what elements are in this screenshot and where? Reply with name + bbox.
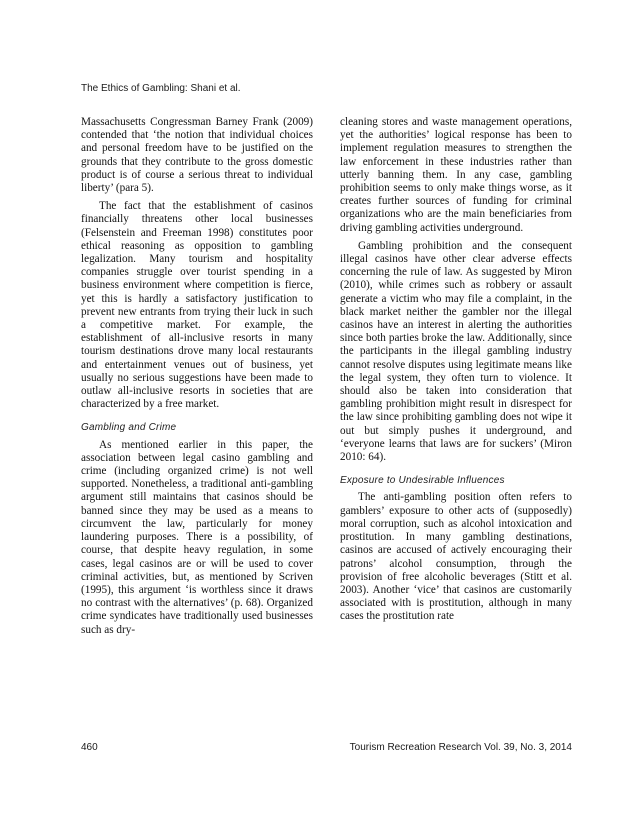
paragraph: The fact that the establishment of casinos financially threatens other local businesses (Felsenstein and Freeman 1998) constitutes poor ethical reasoning as opposition to gambling legalization. Many tourism and hospitality companies struggle over tourist spending in a business environment where competition is fierce, yet this is hardly a satisfactory justification to prevent new entrants from trying their luck in such a competitive market. For example, the establishment of all-inclusive resorts in many tourism destinations drove many local restaurants and entertainment venues out of business, yet usually no serious suggestions have been made to outlaw all-inclusive resorts in societies that are characterized by a free market. — [81, 200, 313, 411]
paragraph: Massachusetts Congressman Barney Frank (2009) contended that ‘the notion that individual choices and personal freedom have to be justified on the grounds that they contribute to the gross domestic product is of course a serious threat to individual liberty’ (para 5). — [81, 116, 313, 195]
paragraph: Gambling prohibition and the consequent illegal casinos have other clear adverse effects concerning the rule of law. As suggested by Miron (2010), while crimes such as robbery or assault generate a victim who may file a complaint, in the black market neither the gambler nor the illegal casinos have an interest in alerting the authorities since both parties broke the law. Additionally, since the participants in the illegal gambling industry cannot resolve disputes using legitimate means like the legal system, they often turn to violence. It should also be taken into consideration that gambling prohibition might result in disrespect for the law since prohibiting gambling does not wipe it out but simply pushes it underground, and ‘everyone learns that laws are for suckers’ (Miron 2010: 64). — [340, 239, 572, 464]
section-heading: Gambling and Crime — [81, 422, 177, 434]
paragraph: cleaning stores and waste management operations, yet the authorities’ logical response has been to implement regulation measures to strengthen the law enforcement in these industries rather than utterly banning them. In any case, gambling prohibition seems to only make things worse, as it creates further sources of funding for criminal organizations who are the main beneficiaries from driving gambling activities underground. — [340, 116, 572, 234]
paragraph: The anti-gambling position often refers to gamblers’ exposure to other acts of (supposedly) moral corruption, such as alcohol intoxication and prostitution. In many gambling destinations, casinos are accused of actively encouraging their patrons’ alcohol consumption, through the provision of free alcoholic beverages (Stitt et al. 2003). Another ‘vice’ that casinos are customarily associated with is prostitution, although in many cases the prostitution rate — [340, 491, 572, 623]
page-number: 460 — [81, 742, 98, 753]
journal-citation: Tourism Recreation Research Vol. 39, No. 3, 2014 — [349, 742, 572, 753]
running-head: The Ethics of Gambling: Shani et al. — [81, 83, 241, 94]
section-heading: Exposure to Undesirable Influences — [340, 475, 505, 487]
left-column — [81, 116, 313, 637]
right-column — [340, 116, 572, 624]
paragraph: As mentioned earlier in this paper, the association between legal casino gambling and crime (including organized crime) is not well supported. Nonetheless, a traditional anti-gambling argument still maintains that casinos should be banned since they may be used as a means to circumvent the law, particularly for money laundering purposes. There is a possibility, of course, that despite heavy regulation, in some cases, legal casinos are or will be used to cover criminal activities, but, as mentioned by Scriven (1995), this argument ‘is worthless since it draws no contrast with the alternatives’ (p. 68). Organized crime syndicates have traditionally used businesses such as dry- — [81, 438, 313, 636]
